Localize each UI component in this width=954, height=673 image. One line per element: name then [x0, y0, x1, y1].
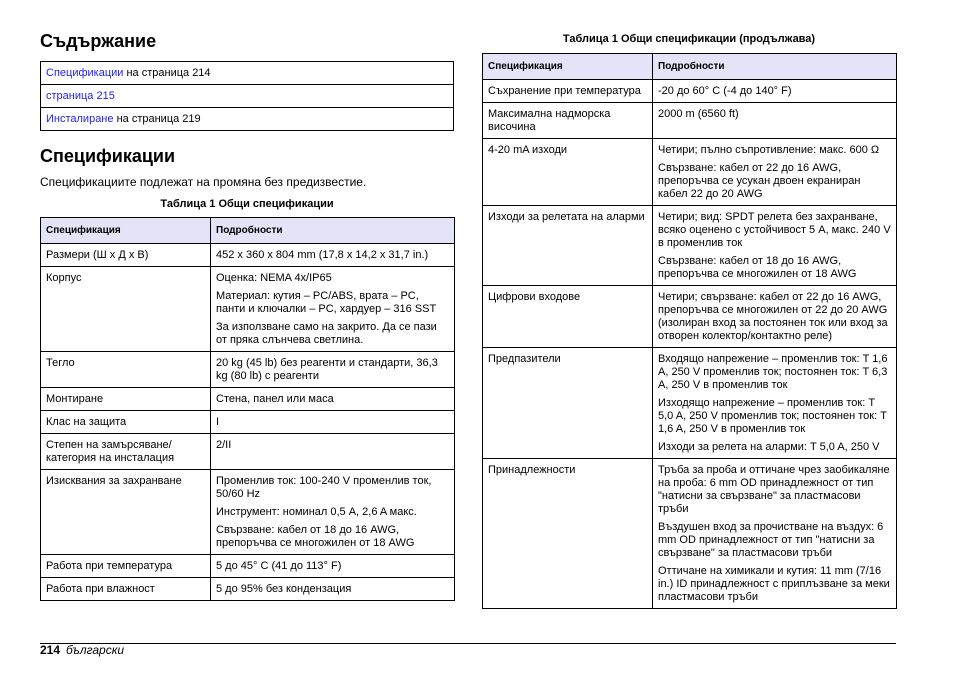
spec-name: Размери (Ш x Д x В) [41, 244, 211, 267]
spec-name: Цифрови входове [483, 286, 653, 348]
spec-name: 4-20 mA изходи [483, 139, 653, 206]
spec-details [211, 244, 455, 267]
detail-paragraph: Свързване: кабел от 18 до 16 AWG, препоръчва се многожилен от 18 AWG [216, 524, 415, 549]
spec-details [211, 555, 455, 578]
table1-caption: Таблица 1 Общи спецификации [160, 198, 334, 210]
detail-paragraph: Оценка: NEMA 4x/IP65 [216, 272, 332, 284]
spec-details [211, 267, 455, 352]
spec-details [653, 80, 897, 103]
detail-paragraph: Оттичане на химикали и кутия: 11 mm (7/16 in.) ID принадлежност с приплъзване за меки пластмасови тръби [658, 565, 890, 603]
toc-title: Съдържание [40, 31, 157, 51]
detail-paragraph: Инструмент: номинал 0,5 A, 2,6 A макс. [216, 506, 417, 518]
detail-paragraph: 5 до 95% без кондензация [216, 583, 352, 595]
table-header-row [483, 54, 897, 80]
detail-paragraph: Променлив ток: 100-240 V променлив ток, 50/60 Hz [216, 475, 432, 500]
detail-paragraph: 5 до 45° C (41 до 113° F) [216, 560, 342, 572]
table-row [41, 352, 455, 388]
toc-link[interactable]: Инсталиране [46, 113, 114, 125]
table-row [483, 348, 897, 459]
table-row [483, 286, 897, 348]
spec-details [211, 578, 455, 601]
table1cont-caption: Таблица 1 Общи спецификации (продължава) [562, 33, 816, 45]
detail-paragraph: 2000 m (6560 ft) [658, 108, 739, 120]
toc-table [40, 61, 454, 131]
spec-name: Максимална надморска височина [483, 103, 653, 139]
table-row [483, 459, 897, 609]
spec-name: Работа при влажност [41, 578, 211, 601]
spec-name: Степен на замърсяване/категория на инсталация [41, 434, 211, 470]
detail-paragraph: Въздушен вход за прочистване на въздух: 6 mm OD принадлежност от тип "натисни за свързване" за пластмасови тръби [658, 521, 884, 559]
spec-name: Принадлежности [483, 459, 653, 609]
spec-name: Тегло [41, 352, 211, 388]
detail-paragraph: Тръба за проба и оттичане чрез заобикаляне на проба: 6 mm OD принадлежност от тип "натисни за свързване" за пластмасови тръби [658, 464, 890, 515]
table-row [483, 80, 897, 103]
spec-name: Клас на защита [41, 411, 211, 434]
detail-paragraph: Входящо напрежение – променлив ток: T 1,6 A, 250 V променлив ток; постоянен ток: T 6,3 A, 250 V в променлив ток [658, 353, 888, 391]
detail-paragraph: Материал: кутия – PC/ABS, врата – PC, панти и ключалки – PC, хардуер – 316 SST [216, 290, 437, 315]
table-row [483, 206, 897, 286]
spec-details [653, 286, 897, 348]
detail-paragraph: Четири; вид: SPDT релета без захранване, всяко оценено с устойчивост 5 A, макс. 240 V в променлив ток [658, 211, 891, 249]
spec-name: Работа при температура [41, 555, 211, 578]
detail-paragraph: Четири; свързване: кабел от 22 до 16 AWG, препоръчва се многожилен от 22 до 20 AWG (изолиран вход за постоянен ток или вход за отворен колектор/контактно реле) [658, 291, 888, 342]
toc-item [41, 85, 454, 108]
column-header: Подробности [211, 218, 455, 244]
table-row [41, 578, 455, 601]
table-row [483, 139, 897, 206]
detail-paragraph: 452 x 360 x 804 mm (17,8 x 14,2 x 31,7 in.) [216, 249, 429, 261]
spec-details [653, 206, 897, 286]
column-header: Спецификация [41, 218, 211, 244]
detail-paragraph: За използване само на закрито. Да се пази от пряка слънчева светлина. [216, 321, 437, 346]
spec-details [653, 139, 897, 206]
table-row [41, 388, 455, 411]
table-row [41, 267, 455, 352]
table-row [41, 411, 455, 434]
spec-name: Предпазители [483, 348, 653, 459]
column-header: Подробности [653, 54, 897, 80]
spec-details [653, 459, 897, 609]
footer-divider [40, 643, 896, 644]
footer [40, 643, 124, 657]
detail-paragraph: Свързване: кабел от 22 до 16 AWG, препоръчва се усукан двоен екраниран кабел 22 до 20 AWG [658, 162, 861, 200]
spec-details [211, 411, 455, 434]
detail-paragraph: -20 до 60° C (-4 до 140° F) [658, 85, 792, 97]
spec-name: Корпус [41, 267, 211, 352]
detail-paragraph: Стена, панел или маса [216, 393, 334, 405]
spec-details [211, 352, 455, 388]
spec-details [653, 103, 897, 139]
spec-details [211, 388, 455, 411]
specs-table [40, 217, 455, 601]
detail-paragraph: Четири; пълно съпротивление: макс. 600 Ω [658, 144, 880, 156]
table-header-row [41, 218, 455, 244]
spec-details [211, 470, 455, 555]
toc-page-text: на страница 219 [113, 113, 201, 125]
table-row [483, 103, 897, 139]
specs-table-continued [482, 53, 897, 609]
toc-link[interactable]: страница 215 [46, 90, 115, 102]
specs-intro: Спецификациите подлежат на промяна без предизвестие. [40, 175, 367, 189]
table-row [41, 555, 455, 578]
footer-language: български [66, 643, 125, 657]
spec-name: Изходи за релетата на аларми [483, 206, 653, 286]
spec-name: Монтиране [41, 388, 211, 411]
page-number: 214 [40, 643, 61, 657]
detail-paragraph: Изходящо напрежение – променлив ток: T 5,0 A, 250 V променлив ток; постоянен ток: T 1,6 A, 250 V в променлив ток [658, 397, 887, 435]
table-row [41, 434, 455, 470]
detail-paragraph: 2/II [216, 439, 232, 451]
detail-paragraph: 20 kg (45 lb) без реагенти и стандарти, 36,3 kg (80 lb) с реагенти [216, 357, 438, 382]
toc-item [41, 62, 454, 85]
table-row [41, 244, 455, 267]
detail-paragraph: Свързване: кабел от 18 до 16 AWG, препоръчва се многожилен от 18 AWG [658, 255, 857, 280]
spec-name: Изисквания за захранване [41, 470, 211, 555]
toc-item [41, 108, 454, 131]
detail-paragraph: I [216, 416, 220, 428]
column-header: Спецификация [483, 54, 653, 80]
toc-page-text: на страница 214 [123, 67, 211, 79]
spec-details [653, 348, 897, 459]
spec-details [211, 434, 455, 470]
toc-link[interactable]: Спецификации [46, 67, 124, 79]
detail-paragraph: Изходи за релета на аларми: T 5,0 A, 250 V [658, 441, 880, 453]
table-row [41, 470, 455, 555]
specs-title: Спецификации [40, 146, 176, 166]
spec-name: Съхранение при температура [483, 80, 653, 103]
